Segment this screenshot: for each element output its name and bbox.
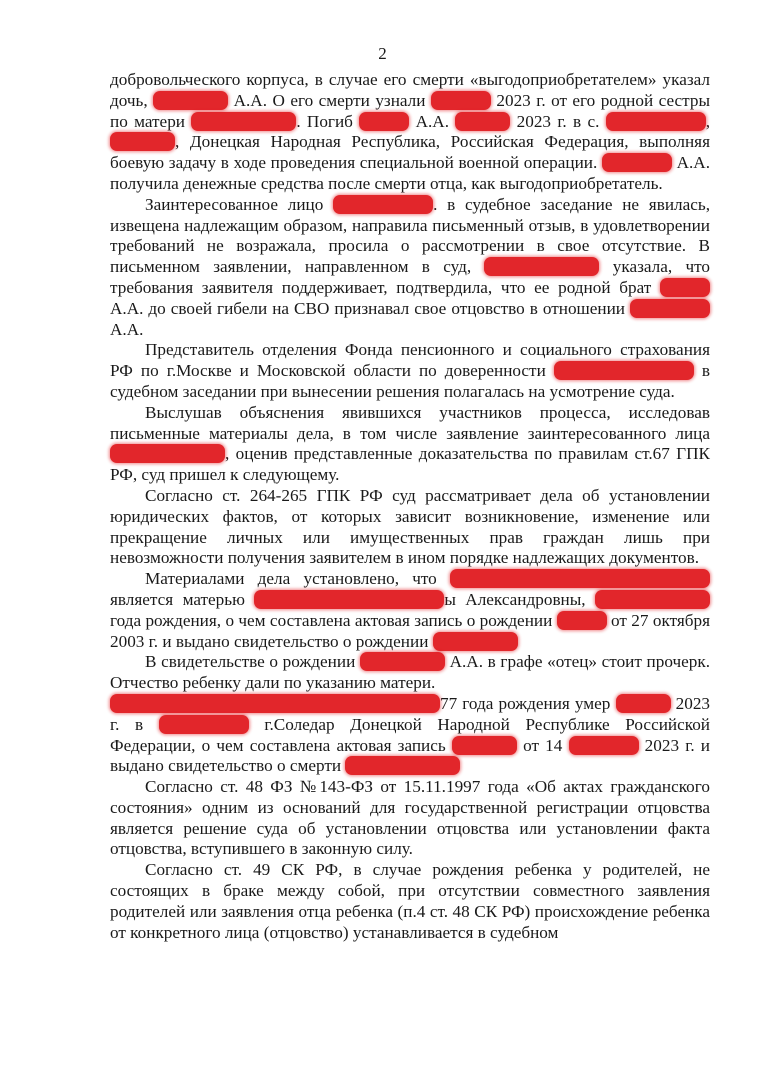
text-span: 2023 г. в с. [510, 111, 606, 131]
text-span: года рождения, о чем составлена актовая запись о рождении [110, 610, 557, 630]
redaction-mark [450, 569, 710, 588]
redaction-mark [360, 652, 445, 671]
paragraph-interested-party [110, 195, 710, 341]
redaction-mark [359, 112, 409, 131]
document-body [110, 70, 710, 943]
redaction-mark [153, 91, 228, 110]
text-span: , [705, 111, 711, 131]
redaction-mark [110, 132, 175, 151]
redaction-mark [191, 112, 296, 131]
redaction-mark [554, 361, 694, 380]
redaction-mark [616, 694, 671, 713]
text-span: А.А. в графе «отец» стоит прочерк. Отчество ребенку дали по указанию матери. [110, 652, 710, 693]
text-span: А.А. получила денежные средства после смерти отца, как выгодоприобретатель. [110, 153, 710, 193]
text-span: А.А. О его смерти узнали [228, 90, 431, 110]
text-span: является матерью [110, 589, 255, 609]
paragraph-law-48: Согласно ст. 48 ФЗ №143-ФЗ от 15.11.1997 года «Об актах гражданского состояния» одним из оснований для государственной регистрации отцовства является решение суда об установлении отцовства или установлении факта отцовства, вступившего в законную силу. [110, 777, 710, 859]
text-span: , Донецкая Народная Республика, Российская Федерация, выполняя боевую задачу в ходе проведения специальной военной операции. [110, 132, 710, 173]
redaction-mark [602, 153, 672, 172]
text-span: Материалами дела установлено, что [145, 569, 450, 589]
text-span: . Погиб [296, 111, 360, 131]
redaction-mark [110, 444, 225, 463]
text-span: добровольческого корпуса, в случае его смерти «выгодоприобретателем» указал дочь, [110, 70, 710, 110]
text-span: ы Александровны, [444, 589, 596, 609]
redaction-mark [557, 611, 607, 630]
text-span: , оценив представленные доказательства по правилам ст.67 ГПК РФ, суд пришел к следующему. [110, 444, 710, 485]
redaction-mark [110, 694, 440, 713]
text-span: г.Соледар Донецкой Народной Республике Российской Федерации, о чем составлена актовая запись [110, 714, 710, 755]
paragraph-death-record [110, 694, 710, 777]
paragraph-case-materials [110, 569, 710, 652]
paragraph-fund-representative [110, 340, 710, 402]
text-span: 77 года рождения умер [440, 693, 616, 713]
text-span: . в судебное заседание не явилась, извещена надлежащим образом, направила письменный отзыв, в удовлетворении требований не возражала, просила о рассмотрении в свое отсутствие. В письменном заявлении, направленном в суд, [110, 194, 710, 277]
text-span: указала, что требования заявителя поддерживает, подтвердила, что ее родной брат [110, 257, 710, 297]
redaction-mark [484, 257, 599, 276]
text-span: А.А. до своей гибели на СВО признавал свое отцовство в отношении [110, 298, 630, 318]
redaction-mark [569, 736, 639, 755]
text-span: А.А. [110, 319, 144, 339]
paragraph-birth-certificate [110, 652, 710, 694]
paragraph-law-49: Согласно ст. 49 СК РФ, в случае рождения ребенка у родителей, не состоящих в браке между собой, при отсутствии совместного заявления родителей или заявления отца ребенка (п.4 ст. 48 СК РФ) происхождение ребенка от конкретного лица (отцовство) устанавливается в судебном [110, 860, 710, 942]
paragraph-court-findings [110, 403, 710, 486]
redaction-mark [630, 299, 710, 318]
text-span: Представитель отделения Фонда пенсионного и социального страхования РФ по г.Москве и Московской области по доверенности [110, 340, 710, 381]
text-span: 2023 г. от его родной сестры по матери [110, 90, 710, 131]
redaction-mark [159, 715, 249, 734]
redaction-mark [431, 91, 491, 110]
redaction-mark [333, 195, 433, 214]
redaction-mark [433, 632, 518, 651]
paragraph-law-264: Согласно ст. 264-265 ГПК РФ суд рассматривает дела об установлении юридических фактов, от которых зависит возникновение, изменение или прекращение личных или имущественных прав граждан лишь при невозможности получения заявителем в ином порядке надлежащих документов. [110, 485, 710, 568]
text-span: А.А. [409, 111, 456, 131]
text-span: от 14 [516, 735, 569, 755]
redaction-mark [606, 112, 706, 131]
redaction-mark [595, 590, 710, 609]
text-span: Заинтересованное лицо [145, 194, 334, 214]
text-span: в судебном заседании при вынесении решения полагалась на усмотрение суда. [110, 361, 710, 401]
redaction-mark [254, 590, 444, 609]
page-number: 2 [378, 44, 387, 63]
redaction-mark [660, 278, 710, 297]
paragraph-beneficiary [110, 70, 710, 195]
text-span: В свидетельстве о рождении [145, 652, 360, 672]
redaction-mark [345, 756, 460, 775]
text-span: 2023 г. и выдано свидетельство о смерти [110, 735, 710, 776]
redaction-mark [455, 112, 510, 131]
text-span: от 27 октября 2003 г. и выдано свидетельство о рождении [110, 610, 711, 651]
redaction-mark [452, 736, 517, 755]
text-span: Выслушав объяснения явившихся участников процесса, исследовав письменные материалы дела, в том числе заявление заинтересованного лица [110, 402, 710, 443]
text-span: 2023 г. в [110, 693, 711, 734]
